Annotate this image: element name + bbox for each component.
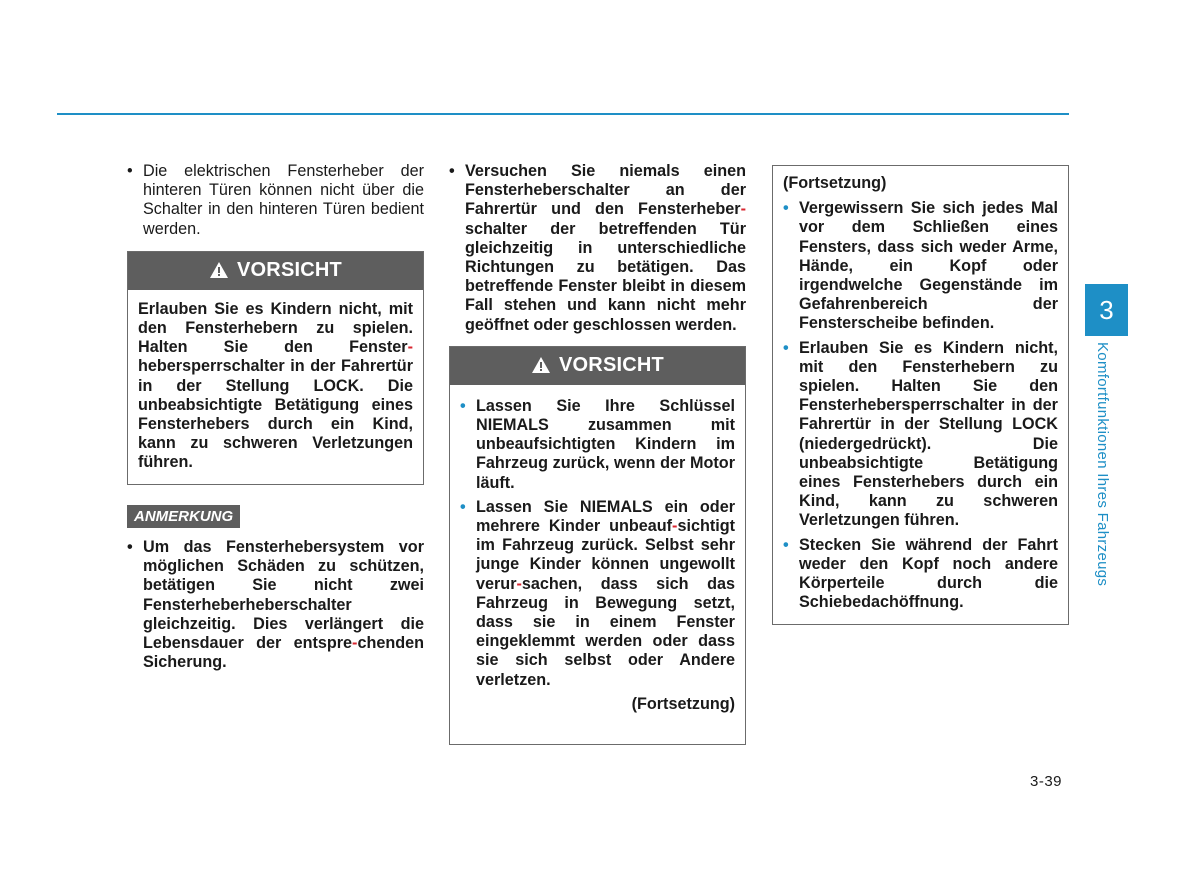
note-label: ANMERKUNG bbox=[127, 505, 240, 528]
caution-title: VORSICHT bbox=[559, 354, 664, 377]
page-number: 3-39 bbox=[1030, 773, 1063, 790]
list-item: • Lassen Sie Ihre Schlüssel NIEMALS zusammen mit unbeaufsichtigten Kindern im Fahrzeug zurück, wenn der Motor läuft. bbox=[460, 397, 735, 493]
caution-box bbox=[127, 251, 424, 485]
continued-label: (Fortsetzung) bbox=[631, 694, 735, 713]
column-1 bbox=[127, 162, 424, 672]
continued-caution-box bbox=[772, 165, 1069, 625]
list-item: • Lassen Sie NIEMALS ein oder mehrere Kinder unbeauf-sichtigt im Fahrzeug zurück. Selbst sehr junge Kinder können ungewollt verur-sachen, dass sich das Fahrzeug in Bewegung setzt, dass sie in einem Fenster eingeklemmt werden oder dass sie sich selbst oder Andere verletzen. bbox=[460, 498, 735, 690]
column-3 bbox=[772, 165, 1069, 625]
caution-header bbox=[128, 252, 423, 290]
warning-triangle-icon bbox=[209, 261, 229, 283]
list-item: • Vergewissern Sie sich jedes Mal vor dem Schließen eines Fensters, dass sich weder Arme, Hände, ein Kopf oder irgendwelche Gegenstände im Gefahrenbereich der Fensterscheibe befinden. bbox=[783, 199, 1058, 333]
caution-list bbox=[460, 397, 735, 690]
chapter-tab: 3 bbox=[1085, 284, 1128, 336]
caution-box bbox=[449, 346, 746, 745]
caution-header bbox=[450, 347, 745, 385]
caution-text bbox=[450, 385, 745, 726]
note-section bbox=[127, 505, 424, 673]
note-list bbox=[127, 538, 424, 672]
list-item: • Erlauben Sie es Kindern nicht, mit den Fensterhebern zu spielen. Halten Sie den Fensterhebersperrschalter in der Fahrertür in der Stellung LOCK (niedergedrückt). Die unbeabsichtigte Betätigung eines Fensterhebers durch ein Kind, kann zu schweren Verletzungen führen. bbox=[783, 339, 1058, 531]
intro-list bbox=[449, 162, 746, 335]
warning-triangle-icon bbox=[531, 356, 551, 378]
intro-list bbox=[127, 162, 424, 239]
header-rule bbox=[57, 113, 1069, 115]
caution-text: Erlauben Sie es Kindern nicht, mit den Fensterhebern zu spielen. Halten Sie den Fenster-hebersperrschalter in der Fahrertür in der Stellung LOCK. Die unbeabsichtigte Betätigung eines Fensterhebers durch ein Kind, kann zu schweren Verletzungen führen. bbox=[138, 299, 413, 472]
list-item: • Um das Fensterhebersystem vor möglichen Schäden zu schützen, betätigen Sie nicht zwei Fensterheberheberschalter gleichzeitig. Dies verlängert die Lebensdauer der entspre-chenden Sicherung. bbox=[127, 538, 424, 672]
chapter-title: Komfortfunktionen Ihres Fahrzeugs bbox=[1094, 342, 1111, 587]
list-item: • Die elektrischen Fensterheber der hinteren Türen können nicht über die Schalter in den hinteren Türen bedient werden. bbox=[127, 162, 424, 239]
continued-heading: (Fortsetzung) bbox=[783, 174, 887, 192]
caution-list bbox=[783, 199, 1058, 612]
list-item: • Stecken Sie während der Fahrt weder den Kopf noch andere Körperteile durch die Schiebedachöffnung. bbox=[783, 536, 1058, 613]
column-2 bbox=[449, 162, 746, 745]
caution-title: VORSICHT bbox=[237, 259, 342, 282]
list-item: • Versuchen Sie niemals einen Fensterheberschalter an der Fahrertür und den Fensterheber-schalter der betreffenden Tür gleichzeitig in unterschiedliche Richtungen zu betätigen. Das betreffende Fenster bleibt in diesem Fall stehen und kann nicht mehr geöffnet oder geschlossen werden. bbox=[449, 162, 746, 335]
